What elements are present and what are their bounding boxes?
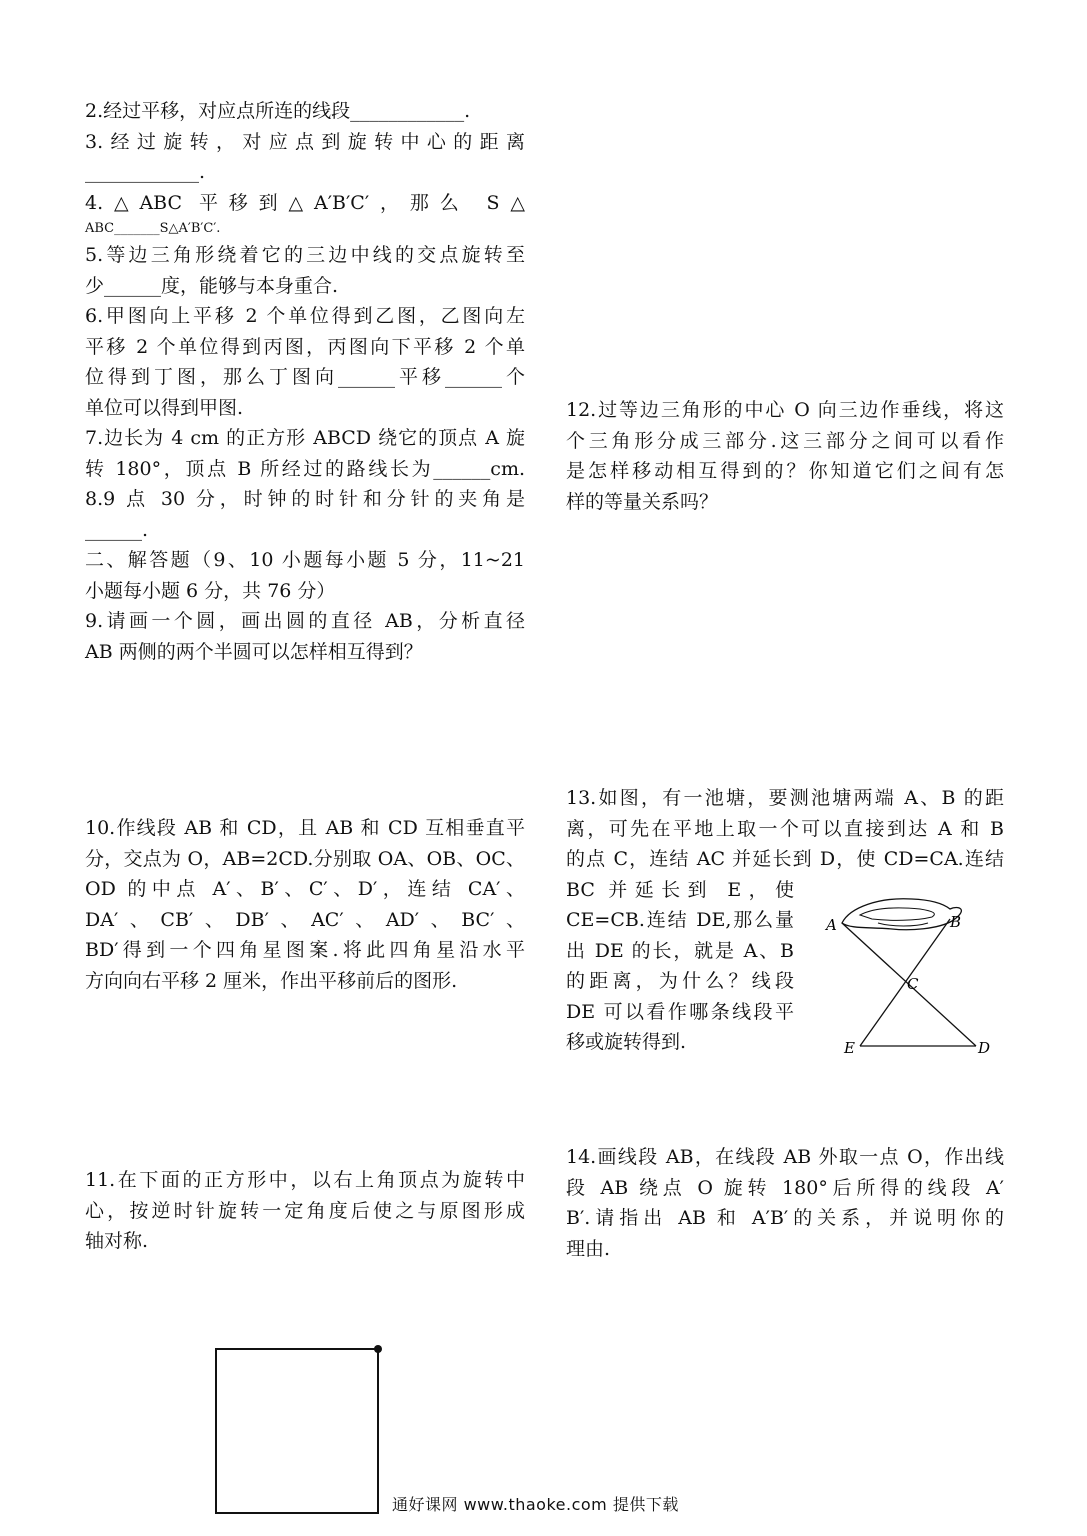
question-14-line-3: B′.请指出 AB 和 A′B′的关系，并说明你的 xyxy=(566,1207,1004,1229)
question-10-block xyxy=(85,813,525,996)
question-5-line-1: 5.等边三角形绕着它的三边中线的交点旋转至 xyxy=(85,244,525,266)
point-d-label: D xyxy=(978,1039,991,1057)
question-6-line-3: 位得到丁图，那么丁图向______平移______个 xyxy=(85,366,525,388)
question-4-line-2: ABC_______S△A′B′C′. xyxy=(85,221,221,236)
question-8-line-2: ______. xyxy=(85,518,149,541)
question-6-line-4: 单位可以得到甲图. xyxy=(85,396,244,419)
question-3-line-2: ____________. xyxy=(85,161,206,183)
question-14-line-2: 段 AB 绕点 O 旋转 180°后所得的线段 A′ xyxy=(566,1176,1004,1199)
question-12-line-1: 12.过等边三角形的中心 O 向三边作垂线，将这 xyxy=(566,399,1004,421)
question-2: 2.经过平移，对应点所连的线段____________. xyxy=(85,100,471,122)
question-13-line-4: BC 并延长到 E，使 xyxy=(566,878,794,901)
footer-source: 通好课网 www.thaoke.com 提供下载 xyxy=(392,1495,679,1514)
question-13-line-5: CE=CB.连结 DE,那么量 xyxy=(566,909,794,931)
point-b-label: B xyxy=(950,913,962,931)
rotation-center-dot xyxy=(374,1345,382,1353)
question-14-line-4: 理由. xyxy=(566,1237,611,1260)
left-column xyxy=(85,96,525,667)
point-e-label: E xyxy=(844,1039,855,1057)
point-c-label: C xyxy=(907,975,919,993)
point-a-label: A xyxy=(826,916,837,934)
question-14-line-1: 14.画线段 AB，在线段 AB 外取一点 O，作出线 xyxy=(566,1146,1004,1168)
question-7-line-1: 7.边长为 4 cm 的正方形 ABCD 绕它的顶点 A 旋 xyxy=(85,427,525,449)
question-13-line-1: 13.如图，有一池塘，要测池塘两端 A、B 的距 xyxy=(566,787,1004,809)
question-10-line-5: BD′得到一个四角星图案.将此四角星沿水平 xyxy=(85,939,525,961)
section-heading-line-1: 二、解答题（9、10 小题每小题 5 分，11~21 xyxy=(85,549,525,571)
question-10-line-2: 分，交点为 O，AB=2CD.分别取 OA、OB、OC、 xyxy=(85,847,525,870)
question-13-line-7: 的距离，为什么？线段 xyxy=(566,970,794,992)
question-6-line-1: 6.甲图向上平移 2 个单位得到乙图，乙图向左 xyxy=(85,305,525,327)
question-11-line-2: 心，按逆时针旋转一定角度后使之与原图形成 xyxy=(85,1199,525,1222)
question-9-line-2: AB 两侧的两个半圆可以怎样相互得到？ xyxy=(85,640,423,663)
line-be xyxy=(860,919,950,1046)
pond-figure xyxy=(820,885,1020,1065)
section-heading-line-2: 小题每小题 6 分，共 76 分） xyxy=(85,579,336,602)
question-4-line-1: 4.△ABC 平移到△A′B′C′，那么 S△ xyxy=(85,191,525,214)
question-5-line-2: 少______度，能够与本身重合. xyxy=(85,274,339,297)
question-10-line-4: DA′、CB′、DB′、AC′、AD′、BC′、 xyxy=(85,908,525,931)
question-11-line-3: 轴对称. xyxy=(85,1230,149,1252)
question-6-line-2: 平移 2 个单位得到丙图，丙图向下平移 2 个单 xyxy=(85,335,525,358)
question-13-line-2: 离，可先在平地上取一个可以直接到达 A 和 B xyxy=(566,817,1004,840)
question-7-line-2: 转 180°，顶点 B 所经过的路线长为______cm. xyxy=(85,457,525,480)
pond-shading xyxy=(878,923,928,926)
question-11-line-1: 11.在下面的正方形中，以右上角顶点为旋转中 xyxy=(85,1169,525,1191)
question-10-line-3: OD 的中点 A′、B′、C′、D′，连结 CA′、 xyxy=(85,878,525,900)
question-12-block xyxy=(566,395,1004,517)
question-8-line-1: 8.9 点 30 分，时钟的时针和分针的夹角是 xyxy=(85,488,525,510)
pond-ripple xyxy=(860,908,934,920)
question-10-line-6: 方向向右平移 2 厘米，作出平移前后的图形. xyxy=(85,969,458,992)
question-13-line-8: DE 可以看作哪条线段平 xyxy=(566,1000,794,1023)
question-14-block xyxy=(566,1142,1004,1264)
question-3-line-1: 3.经过旋转，对应点到旋转中心的距离 xyxy=(85,130,525,153)
question-12-line-3: 是怎样移动相互得到的？你知道它们之间有怎 xyxy=(566,460,1004,482)
pond-outline xyxy=(842,899,961,930)
question-11-block xyxy=(85,1165,525,1257)
question-13-line-3: 的点 C，连结 AC 并延长到 D，使 CD=CA.连结 xyxy=(566,848,1004,870)
question-12-line-2: 个三角形分成三部分.这三部分之间可以看作 xyxy=(566,429,1004,452)
question-13-line-6: 出 DE 的长，就是 A、B xyxy=(566,939,794,962)
question-13-line-9: 移或旋转得到. xyxy=(566,1031,687,1053)
question-9-line-1: 9.请画一个圆，画出圆的直径 AB，分析直径 xyxy=(85,610,525,632)
question-10-line-1: 10.作线段 AB 和 CD，且 AB 和 CD 互相垂直平 xyxy=(85,817,525,839)
square-figure xyxy=(205,1340,395,1520)
question-12-line-4: 样的等量关系吗？ xyxy=(566,490,719,513)
